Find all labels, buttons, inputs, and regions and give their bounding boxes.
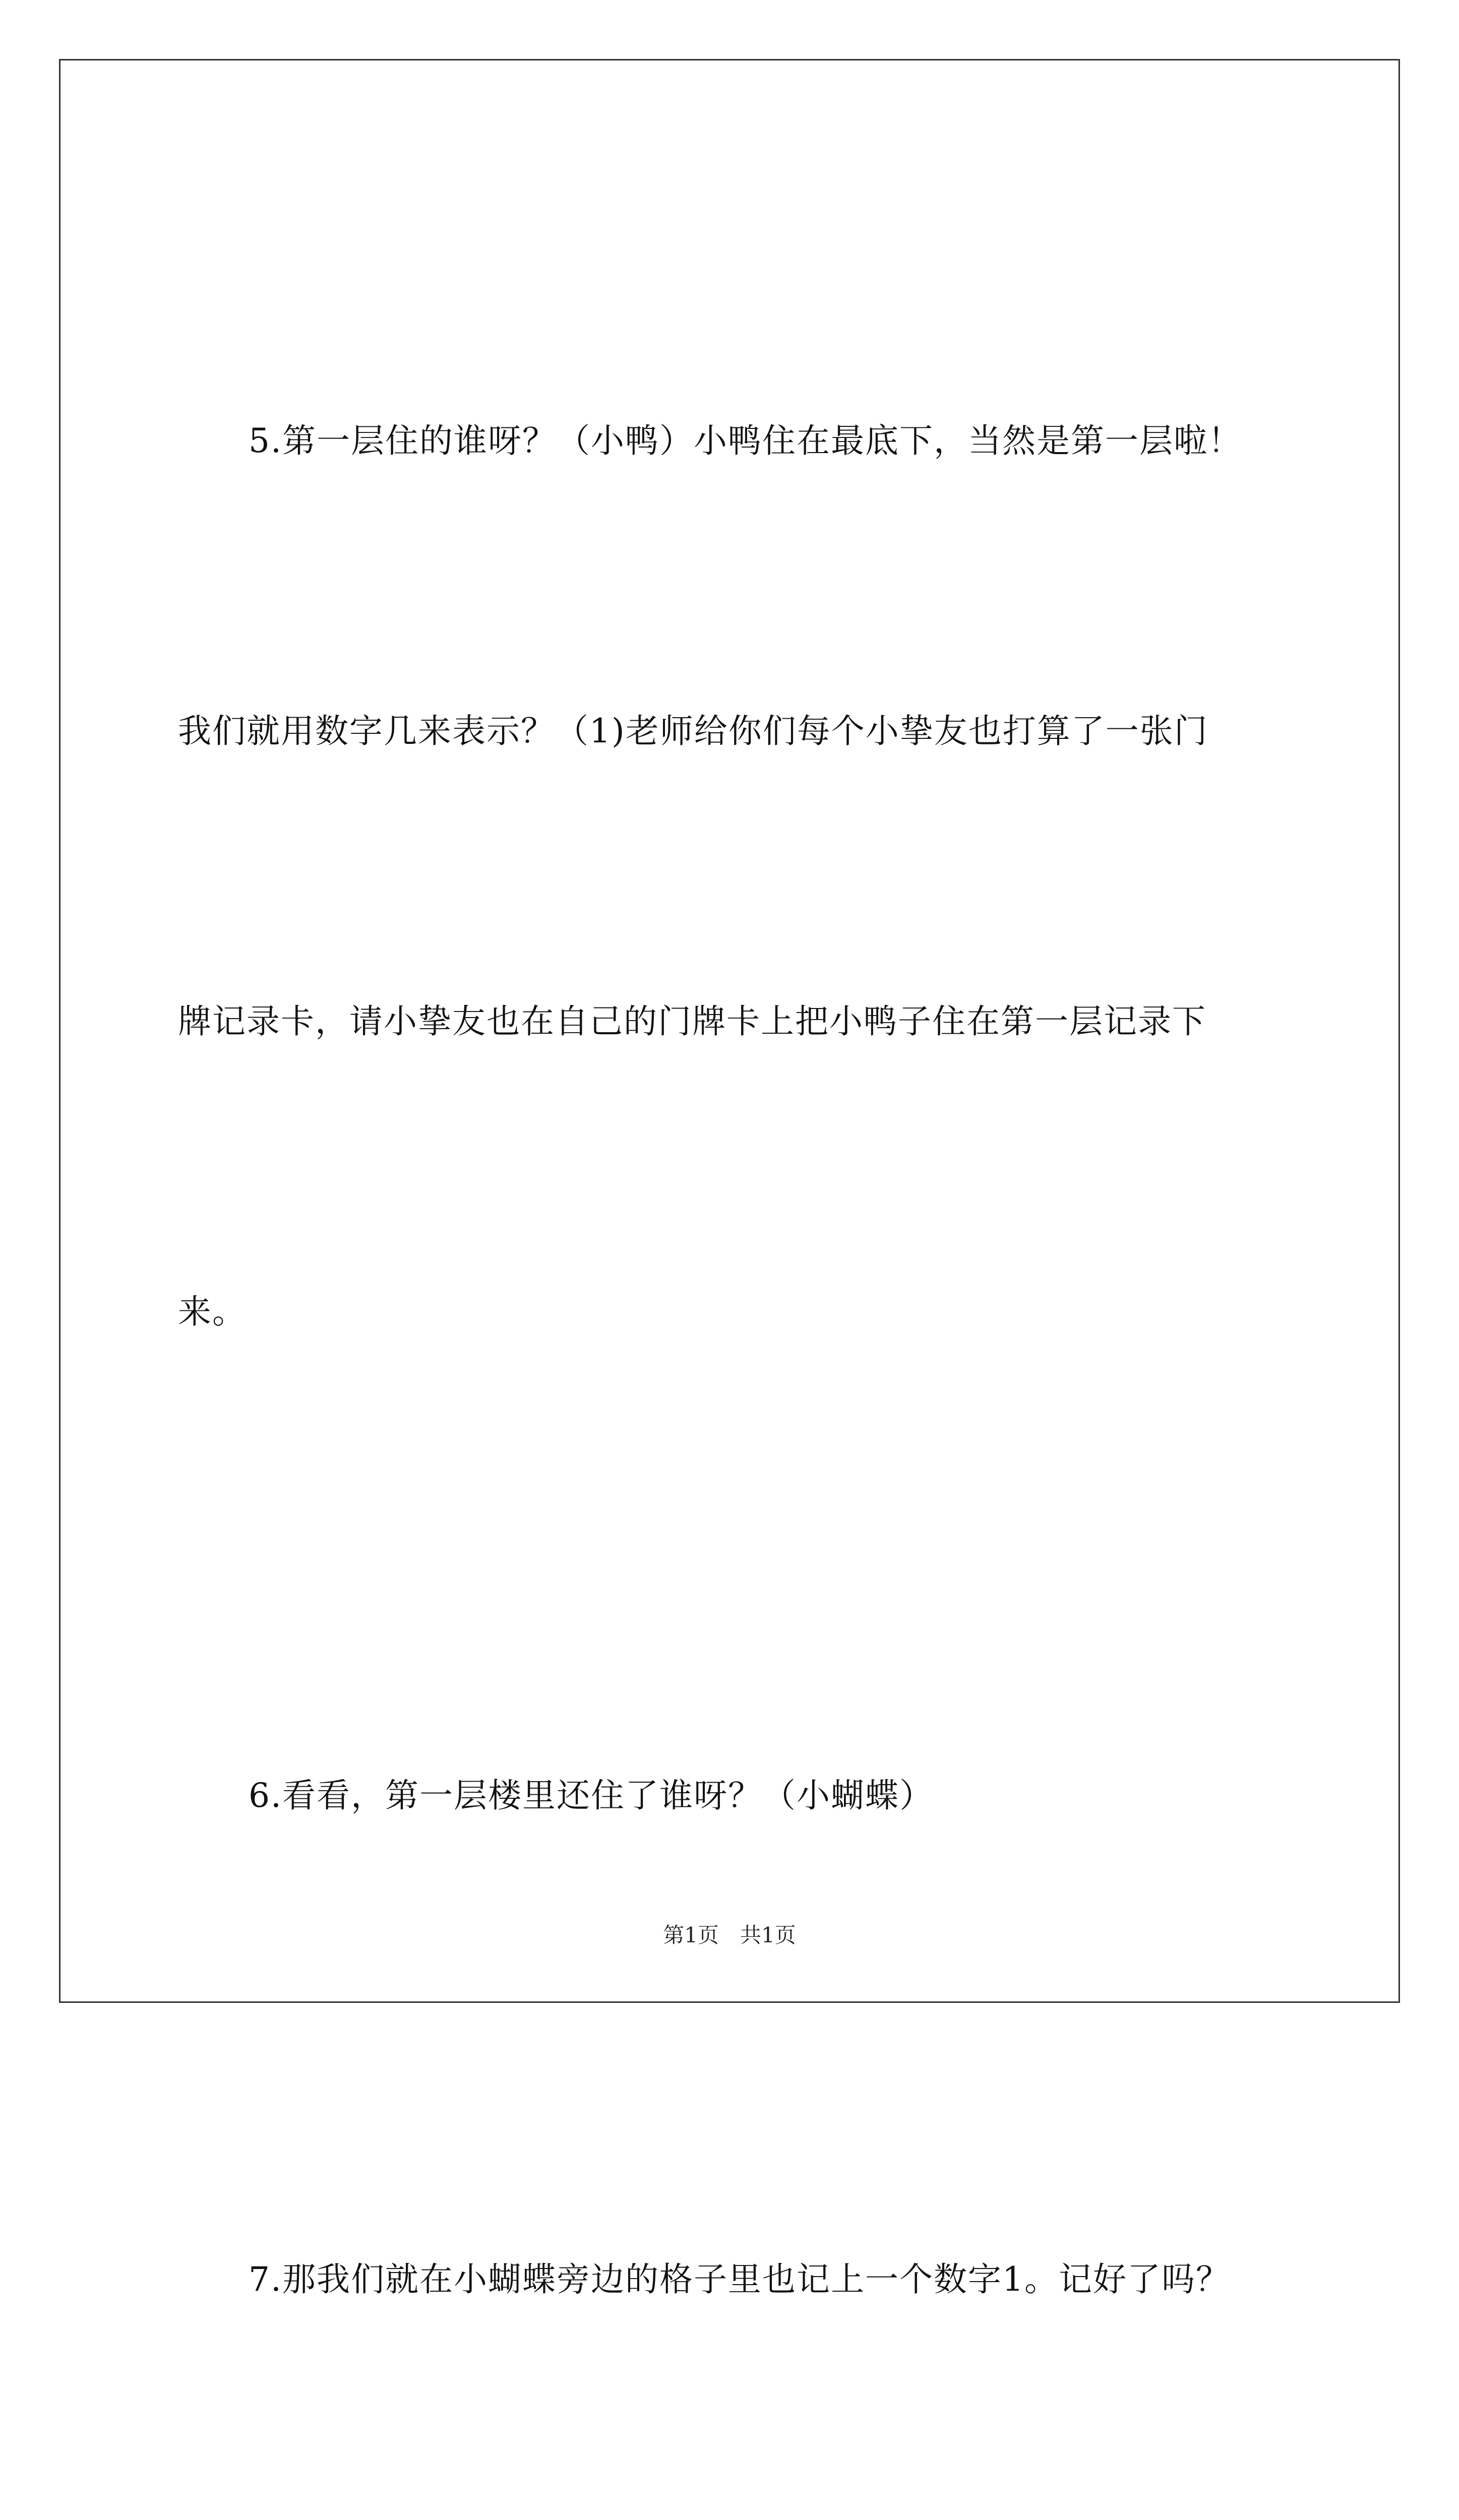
document-body — [178, 199, 1292, 2520]
paragraph-5 — [178, 199, 1292, 1554]
text-line: 来。 — [178, 1292, 247, 1331]
page-number-label: 第1页 共1页 — [663, 1923, 796, 1947]
text-line: 7.那我们就在小蝴蝶旁边的格子里也记上一个数字1。记好了吗？ — [249, 2260, 1230, 2299]
page-footer — [0, 1923, 1459, 1948]
paragraph-7 — [178, 2038, 1292, 2520]
paragraph-6 — [178, 1554, 1292, 2038]
text-line: 5.第一层住的谁呀？（小鸭）小鸭住在最底下，当然是第一层啦！ — [249, 421, 1242, 460]
text-line: 我们就用数字几来表示？（1)老师给你们每个小挚友也打算了一张门 — [178, 712, 1208, 750]
text-line: 牌记录卡，请小挚友也在自己的门牌卡上把小鸭子住在第一层记录下 — [178, 1002, 1206, 1041]
text-line: 6.看看，第一层楼里还住了谁呀？（小蝴蝶） — [249, 1776, 934, 1815]
